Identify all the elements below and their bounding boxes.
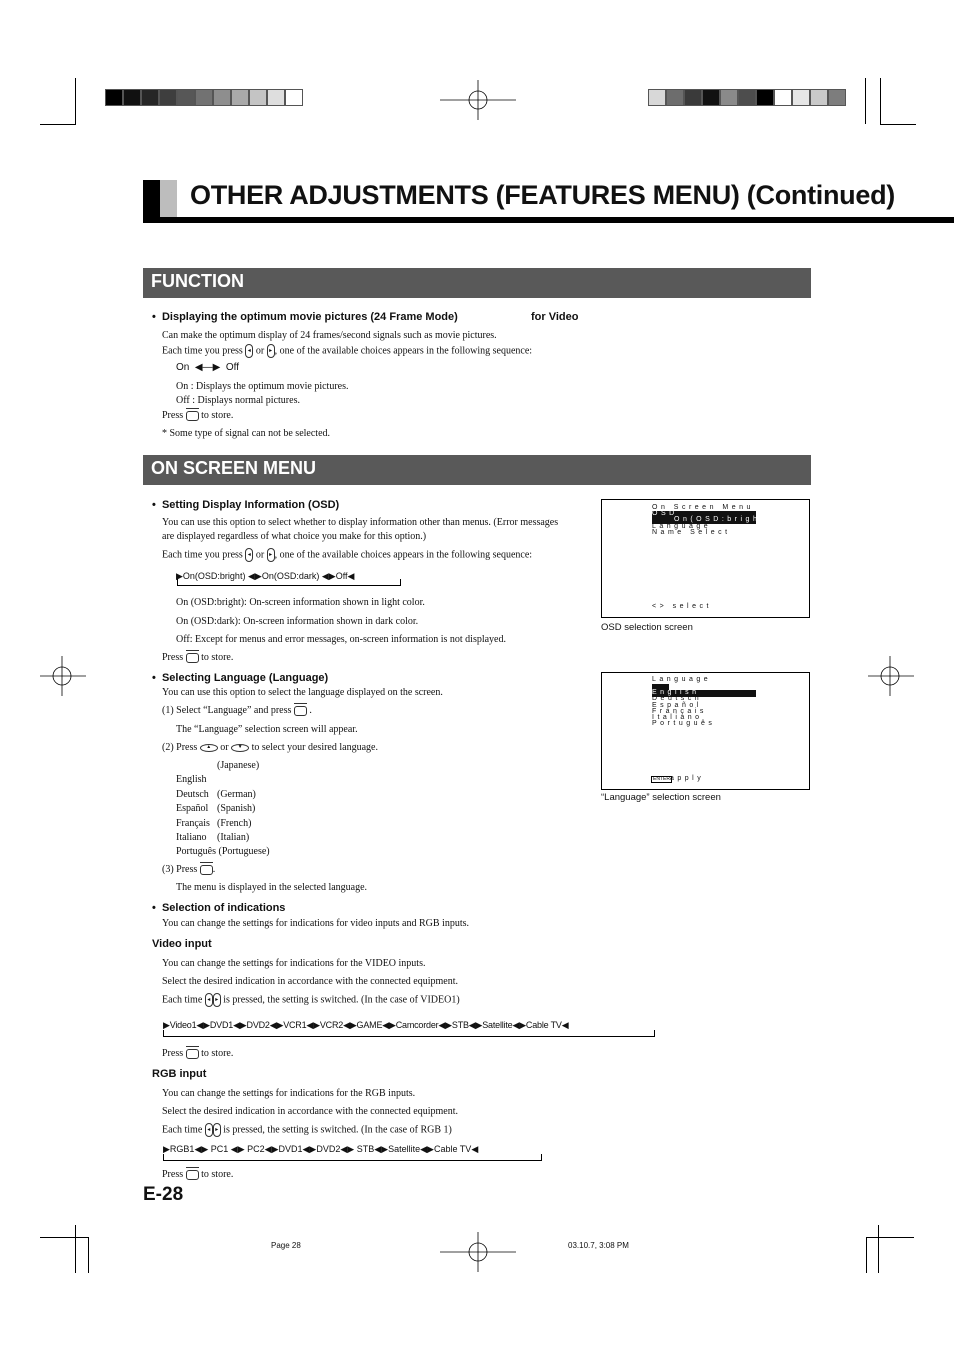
screen-title: On Screen Menu	[652, 504, 754, 511]
text-line: Each time ◂ ▸ is pressed, the setting is switched. (In the case of VIDEO1)	[162, 994, 460, 1006]
enter-key-icon: ENTER	[653, 776, 670, 782]
screen-caption: “Language” selection screen	[601, 792, 721, 803]
down-select-button-icon: ▼	[231, 744, 249, 752]
enter-button-icon	[294, 706, 307, 716]
language-item: Deutsch (German)	[176, 788, 256, 800]
slug-page: Page 28	[271, 1241, 301, 1250]
text-line: The menu is displayed in the selected language.	[176, 882, 368, 893]
left-adjust-button-icon: ◂	[245, 548, 253, 562]
crop-mark	[880, 124, 916, 125]
crop-mark	[880, 78, 881, 124]
text-line: Each time you press ◂ or ▸ , one of the available choices appears in the following sequence:	[162, 549, 533, 561]
screen-item: Português	[652, 720, 716, 727]
screen-item: Name Select	[652, 529, 731, 536]
text-line: Off : Displays normal pictures.	[176, 395, 300, 406]
language-item: Français (French)	[176, 817, 252, 829]
item-language: • Selecting Language (Language)	[152, 672, 329, 684]
left-adjust-button-icon: ◂	[205, 993, 213, 1007]
language-item: (Japanese)	[217, 760, 260, 771]
text-line: The “Language” selection screen will appear.	[176, 724, 358, 735]
double-arrow-icon: ◀―▶	[192, 362, 224, 373]
section-title: ON SCREEN MENU	[151, 458, 317, 478]
sequence-on-off: On ◀―▶ Off	[176, 362, 239, 373]
crop-mark	[866, 1237, 914, 1238]
slug-timestamp: 03.10.7, 3:08 PM	[568, 1241, 629, 1250]
sequence-loop-line	[163, 1154, 542, 1161]
screen-item: Español	[652, 702, 702, 709]
language-selection-screen	[601, 672, 810, 790]
item-indications: • Selection of indications	[152, 902, 286, 914]
registration-mark-top	[440, 80, 516, 120]
text-line: Can make the optimum display of 24 frames/second signals such as movie pictures.	[162, 330, 497, 341]
text-line: On (OSD:bright): On-screen information shown in light color.	[176, 597, 425, 608]
text-line: Select the desired indication in accordance with the connected equipment.	[162, 1106, 458, 1117]
press-to-store: Press to store.	[162, 1169, 234, 1180]
registration-mark-right	[868, 656, 914, 696]
subheading-video-input: Video input	[152, 938, 212, 950]
left-adjust-button-icon: ◂	[245, 344, 253, 358]
language-item: Italiano (Italian)	[176, 832, 250, 844]
sequence-loop-line	[177, 579, 401, 586]
text-line: (2) Press ▲ or ▼ to select your desired language.	[162, 742, 378, 753]
title-underline	[143, 217, 954, 223]
enter-button-icon	[186, 1170, 199, 1180]
up-select-button-icon: ▲	[200, 744, 218, 752]
crop-mark	[865, 78, 866, 124]
section-header-on-screen-menu	[143, 455, 811, 485]
enter-button-icon	[200, 865, 213, 875]
osd-sequence: ▶On(OSD:bright) ◀▶On(OSD:dark) ◀▶Off◀	[176, 571, 355, 581]
left-adjust-button-icon: ◂	[205, 1123, 213, 1137]
text-line: You can use this option to select the language displayed on the screen.	[162, 687, 443, 698]
language-item: English	[176, 774, 207, 786]
screen-selected-item: English	[652, 690, 756, 697]
note: * Some type of signal can not be selected.	[162, 428, 331, 439]
crop-mark	[75, 1225, 76, 1273]
right-adjust-button-icon: ▸	[213, 1123, 221, 1137]
text-line: Off: Except for menus and error messages, on-screen information is not displayed.	[176, 634, 506, 645]
osd-selection-screen	[601, 499, 810, 618]
screen-item: Deutsch	[652, 695, 703, 702]
text-line: Each time ◂ ▸ is pressed, the setting is switched. (In the case of RGB 1)	[162, 1124, 452, 1136]
screen-item: Français	[652, 708, 707, 715]
section-header-function	[143, 268, 811, 298]
right-adjust-button-icon: ▸	[213, 993, 221, 1007]
language-item: Português (Portuguese)	[176, 846, 270, 858]
text-line: (3) Press .	[162, 864, 216, 875]
page-title: OTHER ADJUSTMENTS (FEATURES MENU) (Continued)	[190, 180, 895, 210]
crop-mark	[866, 1237, 867, 1273]
enter-button-icon	[186, 411, 199, 421]
screen-title: Language	[652, 676, 712, 683]
screen-footer: apply	[670, 775, 705, 782]
right-adjust-button-icon: ▸	[267, 548, 275, 562]
enter-button-icon	[186, 1049, 199, 1059]
enter-button-icon	[186, 653, 199, 663]
press-to-store: Press to store.	[162, 1048, 234, 1059]
item-label: Selection of indications	[161, 902, 286, 914]
text-line: You can change the settings for indications for the RGB inputs.	[162, 1088, 416, 1099]
crop-mark	[40, 124, 76, 125]
language-list	[176, 759, 270, 860]
title-block-light	[160, 180, 177, 218]
page-number: E-28	[143, 1184, 184, 1205]
press-to-store: Press to store.	[162, 410, 234, 421]
item-label: Setting Display Information (OSD)	[161, 499, 340, 511]
crop-mark	[878, 1225, 879, 1273]
language-item: Español (Spanish)	[176, 803, 256, 815]
text-line: You can use this option to select whether to display information other than menus. (Error messages	[162, 517, 559, 528]
title-block	[143, 180, 160, 218]
crop-mark	[88, 1237, 89, 1273]
registration-mark-left	[40, 656, 86, 696]
rgb-sequence: ▶RGB1◀▶ PC1 ◀▶ PC2◀▶DVD1◀▶DVD2◀▶ STB◀▶Satellite◀▶Cable TV◀	[163, 1144, 479, 1154]
screen-selected-value: On(OSD:bright)	[652, 517, 756, 524]
item-label: Selecting Language (Language)	[161, 672, 329, 684]
right-adjust-button-icon: ▸	[267, 344, 275, 358]
text-line: On (OSD:dark): On-screen information shown in dark color.	[176, 616, 419, 627]
screen-caption: OSD selection screen	[601, 622, 693, 633]
text-line: You can change the settings for indications for video inputs and RGB inputs.	[162, 918, 470, 929]
screen-item: Language	[652, 523, 712, 530]
sequence-loop-line	[163, 1030, 655, 1037]
tag-for-video: for Video	[531, 311, 579, 323]
text-line: (1) Select “Language” and press .	[162, 705, 312, 716]
screen-footer: <> select	[652, 603, 712, 610]
subheading-rgb-input: RGB input	[152, 1068, 207, 1080]
item-osd: • Setting Display Information (OSD)	[152, 499, 340, 511]
screen-selected-item: OSD	[652, 511, 756, 518]
crop-mark	[75, 78, 76, 124]
text-line: Each time you press ◂ or ▸ , one of the available choices appears in the following sequence:	[162, 345, 533, 357]
text-line: Select the desired indication in accordance with the connected equipment.	[162, 976, 458, 987]
text-line: On : Displays the optimum movie pictures.	[176, 381, 349, 392]
press-to-store: Press to store.	[162, 652, 234, 663]
text-line: You can change the settings for indications for the VIDEO inputs.	[162, 958, 426, 969]
crop-mark	[40, 1237, 88, 1238]
section-title: FUNCTION	[151, 271, 244, 291]
text-line: are displayed regardless of what choice you make for this option.)	[162, 531, 427, 542]
screen-item: Italiano	[652, 714, 703, 721]
item-24-frame-mode: • Displaying the optimum movie pictures (24 Frame Mode)	[152, 311, 458, 323]
registration-mark-bottom	[440, 1232, 516, 1272]
video-sequence: ▶Video1◀▶DVD1◀▶DVD2◀▶VCR1◀▶VCR2◀▶GAME◀▶Camcorder◀▶STB◀▶Satellite◀▶Cable TV◀	[163, 1020, 569, 1030]
item-label: Displaying the optimum movie pictures (24 Frame Mode)	[161, 311, 458, 323]
